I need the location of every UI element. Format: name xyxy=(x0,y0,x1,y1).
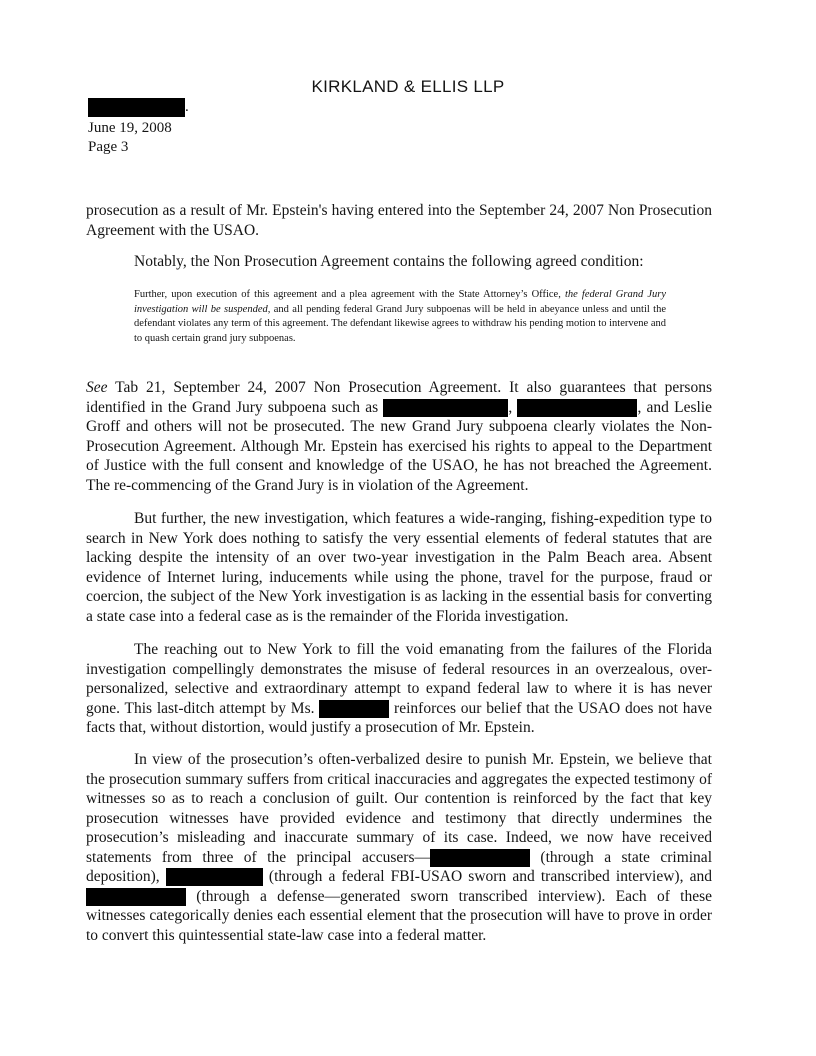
paragraph-text: Notably, the Non Prosecution Agreement contains the following agreed condition: xyxy=(134,253,644,270)
paragraph-notably xyxy=(134,252,714,272)
paragraph-segment: , xyxy=(508,398,518,416)
paragraph-segment: (through a federal FBI-USAO sworn and transcribed interview), and xyxy=(262,868,712,885)
page-number: Page 3 xyxy=(88,139,129,155)
paragraph-text: prosecution as a result of Mr. Epstein's having entered into the September 24, 2007 Non Prosecution Agreement with the USAO. xyxy=(86,202,712,239)
addressee-line xyxy=(88,97,189,117)
see-italic: See xyxy=(86,379,108,396)
block-quote xyxy=(134,288,666,346)
paragraph-reaching-out xyxy=(86,640,712,738)
addressee-suffix: . xyxy=(185,99,189,115)
quote-text: Further, upon execution of this agreement and a plea agreement with the State Attorney’s Office, xyxy=(134,289,565,300)
quote-italic-text: the federal Grand Jury investigation will be suspended, xyxy=(134,289,666,315)
paragraph-text xyxy=(86,640,712,738)
redaction-block xyxy=(383,399,508,417)
redaction-block xyxy=(88,98,185,117)
paragraph-text: But further, the new investigation, which features a wide-ranging, fishing-expedition type to search in New York does nothing to satisfy the very essential elements of federal statutes that are lacking despite the intensity of an over two-year investigation in the Palm Beach area. Absent evidence of Internet luring, inducements while using the phone, travel for the purpose, fraud or coercion, the subject of the New York investigation is as lacking in the essential basis for converting a state case into a federal case as is the remainder of the Florida investigation. xyxy=(86,510,712,625)
redaction-block xyxy=(319,700,389,718)
paragraph-segment: Tab 21, September 24, 2007 Non Prosecution Agreement. It also guarantees that persons identified in the Grand Jury subpoena such as xyxy=(86,379,712,416)
paragraph-segment: (through a state criminal deposition), xyxy=(86,848,712,885)
quote-text: and all pending federal Grand Jury subpoenas will be held in abeyance unless and until the defendant violates any term of this agreement. The defendant likewise agrees to withdraw his pending motion to intervene and to quash certain grand jury subpoenas. xyxy=(134,303,666,344)
letter-date: June 19, 2008 xyxy=(88,120,172,136)
paragraph-segment: reinforces our belief that the USAO does not have facts that, without distortion, would justify a prosecution of Mr. Epstein. xyxy=(86,699,713,736)
paragraph-segment: (through a defense—generated sworn transcribed interview). Each of these witnesses categorically denies each essential element that the prosecution will have to prove in order to convert this quintessential state-law case into a federal matter. xyxy=(86,887,712,944)
paragraph-text xyxy=(86,378,712,495)
paragraph-segment: , and Leslie Groff and others will not be prosecuted. The new Grand Jury subpoena clearly violates the Non-Prosecution Agreement. Although Mr. Epstein has exercised his rights to appeal to the Department of Justice with the full consent and knowledge of the USAO, he has not breached the Agreement. The re-commencing of the Grand Jury is in violation of the Agreement. xyxy=(86,398,712,494)
redaction-block xyxy=(86,888,186,906)
redaction-block xyxy=(166,868,263,886)
paragraph-but-further xyxy=(86,509,712,626)
letterhead-firm-name: KIRKLAND & ELLIS LLP xyxy=(311,77,505,96)
paragraph-continuation xyxy=(86,201,712,240)
paragraph-text xyxy=(86,750,712,945)
redaction-block xyxy=(430,849,530,867)
paragraph-in-view xyxy=(86,750,712,945)
redaction-block xyxy=(517,399,637,417)
paragraph-segment: The reaching out to New York to fill the void emanating from the failures of the Florida investigation compellingly demonstrates the misuse of federal resources in an overzealous, over-personalized, selective and extraordinary attempt to expand federal law to where it is has never gone. This last-ditch attempt by Ms. xyxy=(86,641,712,717)
paragraph-see-tab xyxy=(86,378,712,495)
paragraph-segment: In view of the prosecution’s often-verbalized desire to punish Mr. Epstein, we believe that the prosecution summary suffers from critical inaccuracies and aggregates the expected testimony of witnesses so as to reach a conclusion of guilt. Our contention is reinforced by the fact that key prosecution witnesses have provided evidence and testimony that directly undermines the prosecution’s misleading and inaccurate summary of its case. Indeed, we now have received statements from three of the principal accusers— xyxy=(86,751,712,866)
